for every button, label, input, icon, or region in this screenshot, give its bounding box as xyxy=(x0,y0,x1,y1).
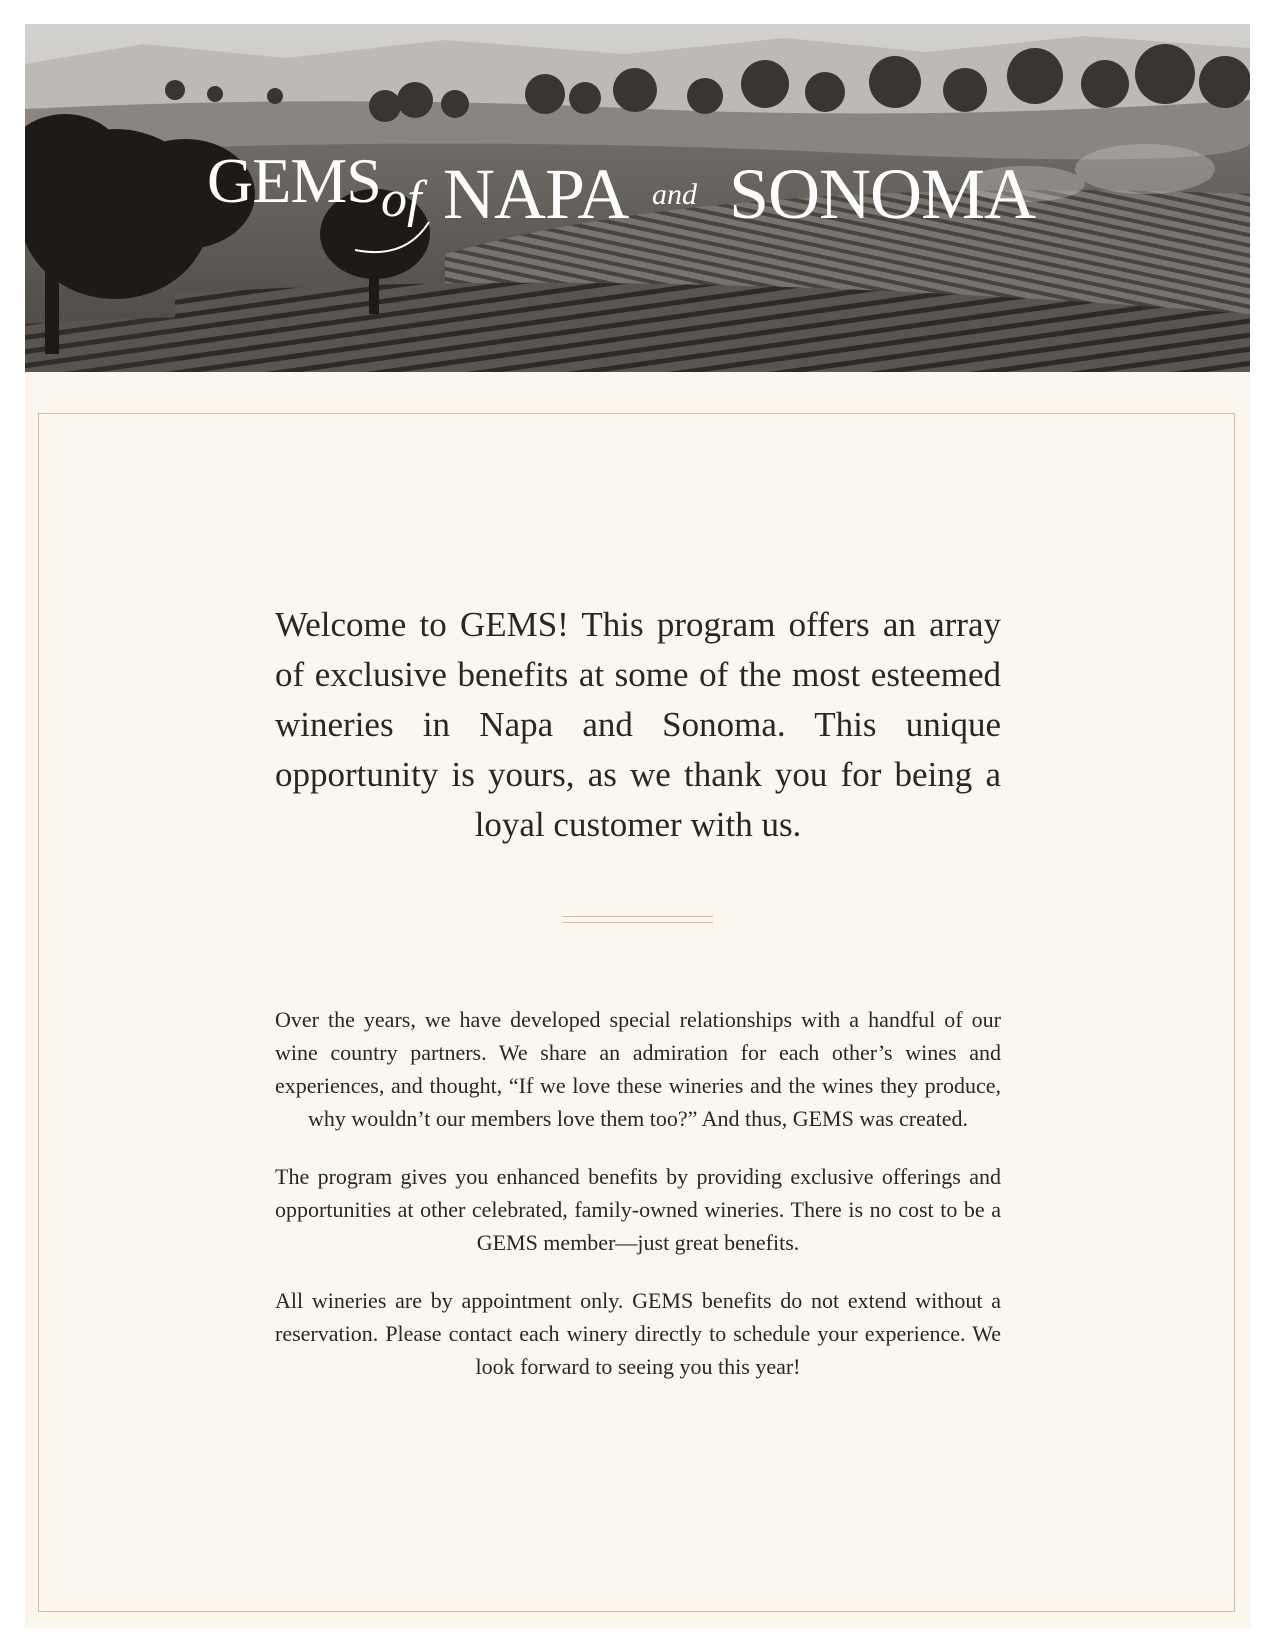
title-and: and xyxy=(652,178,697,211)
paragraph-appointments: All wineries are by appointment only. GEMS benefits do not extend without a reservation. Please contact each winery directly to schedule your experience. We look forward to seeing you this year! xyxy=(275,1288,1001,1379)
title-sonoma: SONOMA xyxy=(729,154,1036,234)
title-of: of xyxy=(381,171,422,228)
title-napa: NAPA xyxy=(443,154,629,234)
paragraph-benefits: The program gives you enhanced benefits by providing exclusive offerings and opportunities at other celebrated, family-owned wineries. There is no cost to be a GEMS member—just great benefits. xyxy=(275,1164,1001,1255)
welcome-lead: Welcome to GEMS! This program offers an array of exclusive benefits at some of the most esteemed wineries in Napa and Sonoma. This unique opportunity is yours, as we thank you for being a loyal customer with us. xyxy=(275,605,1001,844)
content-column xyxy=(275,600,1001,1383)
paragraph-history: Over the years, we have developed special relationships with a handful of our wine country partners. We share an admiration for each other’s wines and experiences, and thought, “If we love these wineries and the wines they produce, why wouldn’t our members love them too?” And thus, GEMS was created. xyxy=(275,1007,1001,1131)
header-banner xyxy=(25,24,1250,372)
title-gems: GEMS xyxy=(207,145,381,216)
double-rule-divider xyxy=(563,916,713,923)
masthead-title xyxy=(25,142,1250,282)
page-sheet xyxy=(25,24,1250,1628)
